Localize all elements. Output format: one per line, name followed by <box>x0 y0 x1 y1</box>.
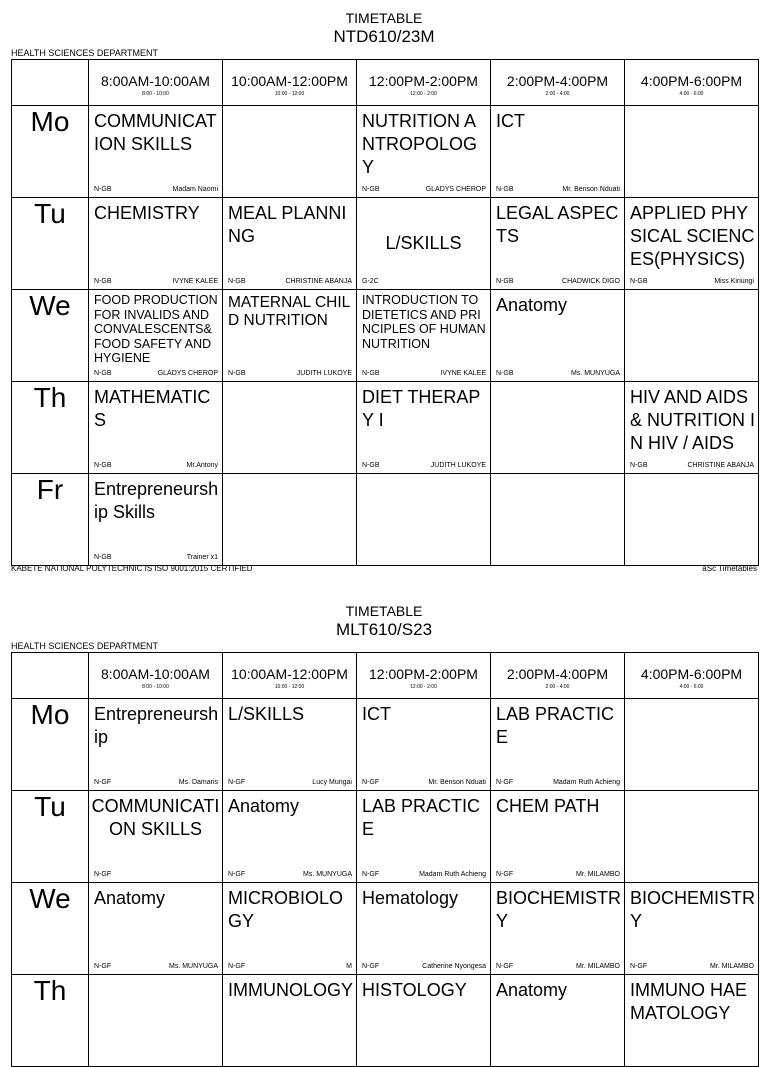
lesson-card <box>89 198 222 289</box>
department-label: HEALTH SCIENCES DEPARTMENT <box>11 641 159 651</box>
period-time: 4:00 - 6:00 <box>679 91 704 97</box>
lesson-card <box>357 975 490 1066</box>
lesson-slot <box>89 198 223 290</box>
day-row <box>12 975 759 1067</box>
lesson-card <box>357 290 490 381</box>
room-code: N-GB <box>94 186 112 193</box>
empty-slot <box>491 474 625 566</box>
lesson-slot <box>89 791 223 883</box>
subject-name: IMMUNOLOGY <box>228 980 354 1000</box>
corner-cell <box>12 60 89 106</box>
room-code: N-GB <box>228 370 246 377</box>
subject-name: Anatomy <box>94 888 166 908</box>
lesson-card <box>491 975 624 1066</box>
lesson-card <box>89 699 222 790</box>
lesson-card <box>491 791 624 882</box>
teacher-name: Ms. MUNYUGA <box>571 370 620 377</box>
lesson-slot <box>357 975 491 1067</box>
lesson-slot <box>357 791 491 883</box>
period-time: 8:00 - 10:00 <box>142 91 169 97</box>
room-code: N-GB <box>496 186 514 193</box>
lesson-card <box>357 198 490 289</box>
lesson-slot <box>89 699 223 791</box>
lesson-card <box>89 382 222 473</box>
lesson-slot <box>357 106 491 198</box>
teacher-name: Mr. MILAMBO <box>710 963 754 970</box>
lesson-card <box>357 699 490 790</box>
lesson-slot <box>223 290 357 382</box>
subject-name: DIET THERAPY I <box>362 387 481 430</box>
subject-name: Hematology <box>362 888 459 908</box>
teacher-name: CHRISTINE ABANJA <box>285 278 352 285</box>
timetable-grid <box>11 59 759 566</box>
day-row <box>12 699 759 791</box>
empty-slot <box>357 474 491 566</box>
empty-slot <box>625 791 759 883</box>
subject-name: MATERNAL CHILD NUTRITION <box>228 294 351 329</box>
lesson-slot <box>491 791 625 883</box>
lesson-slot <box>625 198 759 290</box>
subject-name: Anatomy <box>496 295 568 315</box>
period-label: 10:00AM-12:00PM <box>231 73 348 89</box>
lesson-slot <box>89 883 223 975</box>
lesson-card <box>625 382 758 473</box>
period-header <box>625 653 759 699</box>
room-code: N-GB <box>362 370 380 377</box>
lesson-card <box>491 290 624 381</box>
footer-generator: aSc Timetables <box>702 564 757 573</box>
class-code: MLT610/S23 <box>335 620 433 639</box>
day-row <box>12 883 759 975</box>
lesson-card <box>491 883 624 974</box>
room-code: N-GF <box>362 963 380 970</box>
room-code: N-GB <box>496 278 514 285</box>
teacher-name: Trainer x1 <box>186 554 218 561</box>
room-code: N-GB <box>94 370 112 377</box>
day-row <box>12 474 759 566</box>
room-code: N-GF <box>94 779 112 786</box>
teacher-name: Madam Ruth Achieng <box>419 871 486 878</box>
lesson-card <box>223 791 356 882</box>
room-code: N-GB <box>630 462 648 469</box>
empty-slot <box>89 975 223 1067</box>
teacher-name: JUDITH LUKOYE <box>430 462 486 469</box>
subject-name: BIOCHEMISTRY <box>630 888 756 931</box>
teacher-name: M <box>346 963 352 970</box>
empty-slot <box>625 106 759 198</box>
room-code: N-GF <box>362 871 380 878</box>
teacher-name: CHADWICK DIGO <box>562 278 620 285</box>
timetable-title: TIMETABLE <box>345 10 423 26</box>
lesson-card <box>89 290 222 381</box>
lesson-slot <box>89 474 223 566</box>
period-time: 12:00 - 2:00 <box>410 684 437 690</box>
subject-name: BIOCHEMISTRY <box>496 888 622 931</box>
lesson-slot <box>89 290 223 382</box>
period-time: 4:00 - 6:00 <box>679 684 704 690</box>
lesson-slot <box>625 883 759 975</box>
empty-slot <box>491 382 625 474</box>
footer-certification: KABETE NATIONAL POLYTECHNIC IS ISO 9001:2015 CERTIFIED <box>11 564 253 573</box>
subject-name: LAB PRACTICE <box>496 704 615 747</box>
lesson-slot <box>491 198 625 290</box>
period-header <box>625 60 759 106</box>
lesson-card <box>89 791 222 882</box>
day-label: Tu <box>12 198 89 290</box>
lesson-slot <box>625 975 759 1067</box>
subject-name: INTRODUCTION TO DIETETICS AND PRINCIPLES OF HUMAN NUTRITION <box>362 293 486 351</box>
room-code: N-GB <box>94 462 112 469</box>
lesson-card <box>89 883 222 974</box>
teacher-name: Mr. Benson Nduati <box>428 779 486 786</box>
lesson-card <box>625 975 758 1066</box>
period-label: 2:00PM-4:00PM <box>506 666 609 682</box>
teacher-name: CHRISTINE ABANJA <box>687 462 754 469</box>
room-code: N-GF <box>228 963 246 970</box>
subject-name: COMMUNICATION SKILLS <box>94 111 217 154</box>
lesson-slot <box>357 699 491 791</box>
room-code: G-2C <box>362 278 379 285</box>
teacher-name: Madam Naomi <box>172 186 218 193</box>
subject-name: HISTOLOGY <box>362 980 467 1000</box>
lesson-card <box>357 791 490 882</box>
lesson-slot <box>357 382 491 474</box>
room-code: N-GB <box>496 370 514 377</box>
lesson-slot <box>223 975 357 1067</box>
lesson-card <box>491 198 624 289</box>
lesson-card <box>89 106 222 197</box>
lesson-card <box>625 198 758 289</box>
teacher-name: GLADYS CHEROP <box>157 370 218 377</box>
subject-name: CHEMISTRY <box>94 203 200 223</box>
period-label: 12:00PM-2:00PM <box>369 73 478 89</box>
lesson-card <box>491 106 624 197</box>
room-code: N-GF <box>228 779 246 786</box>
subject-name: APPLIED PHYSICAL SCIENCES(PHYSICS) <box>630 203 755 269</box>
period-time: 10:00 - 12:00 <box>274 91 305 97</box>
period-label: 10:00AM-12:00PM <box>231 666 348 682</box>
subject-name: IMMUNO HAEMATOLOGY <box>630 980 747 1023</box>
subject-name: LAB PRACTICE <box>362 796 481 839</box>
room-code: N-GF <box>496 779 514 786</box>
lesson-slot <box>357 198 491 290</box>
day-row <box>12 198 759 290</box>
department-label: HEALTH SCIENCES DEPARTMENT <box>11 48 159 58</box>
subject-name: MATHEMATICS <box>94 387 211 430</box>
day-label: Fr <box>12 474 89 566</box>
subject-name: L/SKILLS <box>228 704 305 724</box>
period-time: 2:00 - 4:00 <box>545 91 570 97</box>
subject-name: ICT <box>496 111 525 131</box>
lesson-slot <box>223 699 357 791</box>
day-label: Mo <box>12 106 89 198</box>
day-label: We <box>12 290 89 382</box>
room-code: N-GB <box>228 278 246 285</box>
period-header <box>89 60 223 106</box>
empty-slot <box>625 474 759 566</box>
teacher-name: Ms. MUNYUGA <box>303 871 352 878</box>
period-time: 2:00 - 4:00 <box>545 684 570 690</box>
lesson-card <box>357 382 490 473</box>
lesson-slot <box>357 883 491 975</box>
period-label: 8:00AM-10:00AM <box>101 666 210 682</box>
lesson-slot <box>223 883 357 975</box>
teacher-name: Miss Kiriungi <box>714 278 754 285</box>
room-code: N-GB <box>362 186 380 193</box>
subject-name: MEAL PLANNING <box>228 203 347 246</box>
lesson-card <box>625 883 758 974</box>
teacher-name: JUDITH LUKOYE <box>296 370 352 377</box>
teacher-name: Ms. MUNYUGA <box>169 963 218 970</box>
timetable-grid <box>11 652 759 1067</box>
subject-name: ICT <box>362 704 391 724</box>
lesson-slot <box>491 699 625 791</box>
period-header <box>357 60 491 106</box>
teacher-name: Ms. Damaris <box>178 779 218 786</box>
teacher-name: Mr. Benson Nduati <box>562 186 620 193</box>
room-code: N-GF <box>496 963 514 970</box>
teacher-name: Lucy Mungai <box>312 779 352 786</box>
period-header <box>357 653 491 699</box>
lesson-card <box>223 290 356 381</box>
lesson-card <box>357 106 490 197</box>
teacher-name: GLADYS CHEROP <box>425 186 486 193</box>
lesson-card <box>491 699 624 790</box>
period-label: 12:00PM-2:00PM <box>369 666 478 682</box>
teacher-name: Mr. MILAMBO <box>576 963 620 970</box>
period-time: 12:00 - 2:00 <box>410 91 437 97</box>
room-code: N-GB <box>630 278 648 285</box>
day-row <box>12 106 759 198</box>
period-header <box>223 653 357 699</box>
subject-name: FOOD PRODUCTION FOR INVALIDS AND CONVALESCENTS&FOOD SAFETY AND HYGIENE <box>94 293 218 365</box>
period-time: 8:00 - 10:00 <box>142 684 169 690</box>
subject-name: LEGAL ASPECTS <box>496 203 619 246</box>
day-label: We <box>12 883 89 975</box>
period-header <box>491 653 625 699</box>
room-code: N-GF <box>94 871 112 878</box>
lesson-slot <box>491 975 625 1067</box>
room-code: N-GF <box>496 871 514 878</box>
room-code: N-GF <box>630 963 648 970</box>
day-row <box>12 791 759 883</box>
lesson-slot <box>89 106 223 198</box>
room-code: N-GF <box>94 963 112 970</box>
subject-name: Anatomy <box>228 796 300 816</box>
room-code: N-GF <box>228 871 246 878</box>
class-code: NTD610/23M <box>333 27 435 46</box>
day-label: Mo <box>12 699 89 791</box>
period-header <box>223 60 357 106</box>
corner-cell <box>12 653 89 699</box>
empty-slot <box>625 699 759 791</box>
day-row <box>12 382 759 474</box>
teacher-name: IVYNE KALEE <box>172 278 218 285</box>
subject-name: NUTRITION ANTROPOLOGY <box>362 111 478 177</box>
subject-name: COMMUNICATION SKILLS <box>91 796 220 839</box>
day-label: Th <box>12 975 89 1067</box>
empty-slot <box>223 106 357 198</box>
room-code: N-GB <box>94 554 112 561</box>
period-header <box>89 653 223 699</box>
room-code: N-GB <box>94 278 112 285</box>
timetable-title: TIMETABLE <box>345 603 423 619</box>
lesson-card <box>89 474 222 565</box>
empty-slot <box>223 382 357 474</box>
lesson-card <box>223 883 356 974</box>
lesson-card <box>223 975 356 1066</box>
teacher-name: Catherine Nyongesa <box>422 963 486 970</box>
teacher-name: Mr.Antony <box>186 462 218 469</box>
room-code: N-GB <box>362 462 380 469</box>
lesson-slot <box>491 106 625 198</box>
period-header <box>491 60 625 106</box>
teacher-name: Madam Ruth Achieng <box>553 779 620 786</box>
period-label: 4:00PM-6:00PM <box>640 666 743 682</box>
lesson-slot <box>491 883 625 975</box>
day-row <box>12 290 759 382</box>
lesson-slot <box>223 198 357 290</box>
subject-name: CHEM PATH <box>496 796 600 816</box>
period-time: 10:00 - 12:00 <box>274 684 305 690</box>
day-label: Th <box>12 382 89 474</box>
period-label: 2:00PM-4:00PM <box>506 73 609 89</box>
subject-name: L/SKILLS <box>385 233 462 253</box>
teacher-name: IVYNE KALEE <box>440 370 486 377</box>
lesson-card <box>223 198 356 289</box>
subject-name: Entrepreneurship Skills <box>94 479 219 522</box>
lesson-slot <box>357 290 491 382</box>
empty-slot <box>223 474 357 566</box>
lesson-slot <box>625 382 759 474</box>
room-code: N-GF <box>362 779 380 786</box>
teacher-name: Mr. MILAMBO <box>576 871 620 878</box>
subject-name: Anatomy <box>496 980 568 1000</box>
lesson-slot <box>89 382 223 474</box>
day-label: Tu <box>12 791 89 883</box>
period-label: 8:00AM-10:00AM <box>101 73 210 89</box>
empty-slot <box>625 290 759 382</box>
period-label: 4:00PM-6:00PM <box>640 73 743 89</box>
lesson-card <box>357 883 490 974</box>
lesson-slot <box>491 290 625 382</box>
subject-name: MICROBIOLOGY <box>228 888 344 931</box>
subject-name: Entrepreneurship <box>94 704 219 747</box>
lesson-slot <box>223 791 357 883</box>
subject-name: HIV AND AIDS& NUTRITION IN HIV / AIDS <box>630 387 755 453</box>
lesson-card <box>223 699 356 790</box>
